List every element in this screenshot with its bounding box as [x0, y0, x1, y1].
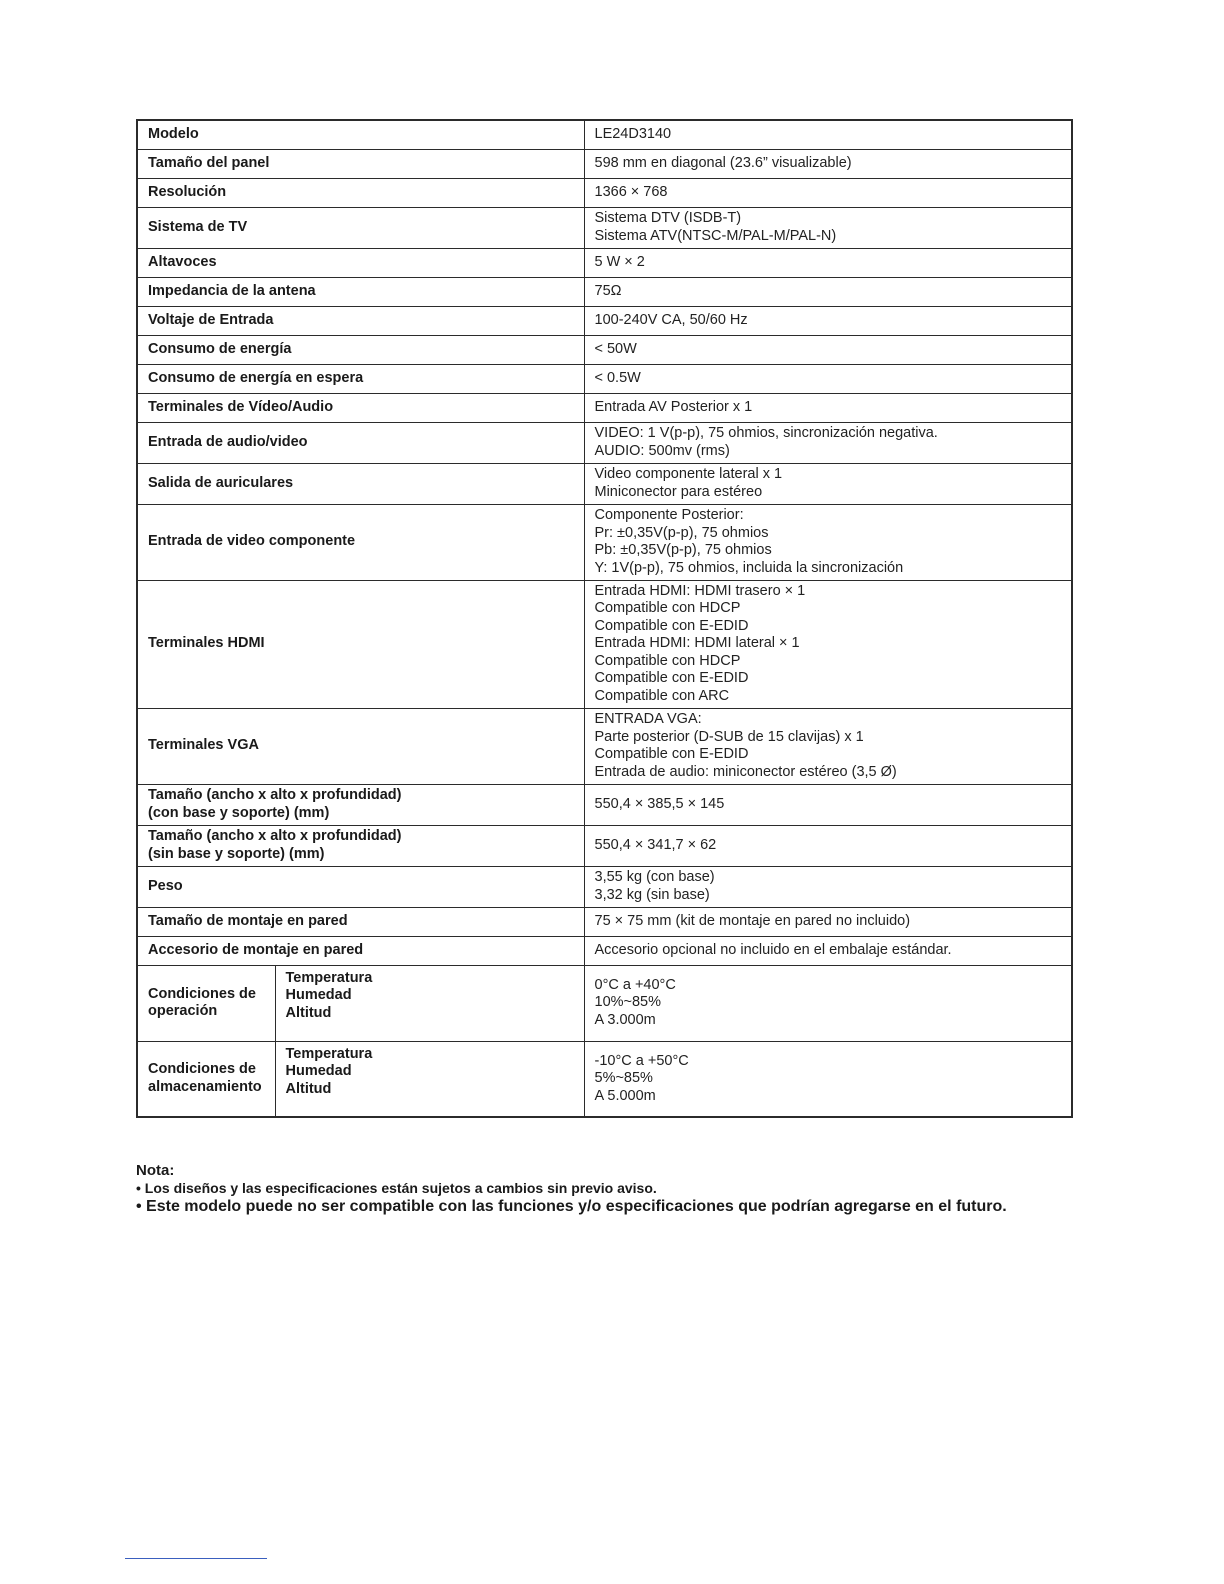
cell-line: Sistema ATV(NTSC-M/PAL-M/PAL-N) — [594, 227, 837, 244]
spec-label: Entrada de video componente — [137, 504, 584, 580]
cell-line: 100-240V CA, 50/60 Hz — [594, 311, 748, 328]
cell-line: 550,4 × 341,7 × 62 — [594, 836, 717, 853]
cell-line: Entrada HDMI: HDMI trasero × 1 — [594, 582, 806, 599]
cell-line: Miniconector para estéreo — [594, 483, 763, 500]
spec-value — [584, 306, 1072, 335]
notes-title: Nota: — [136, 1162, 175, 1179]
table-row — [137, 866, 1072, 907]
cell-line: almacenamiento — [148, 1078, 262, 1095]
cell-line: Accesorio opcional no incluido en el embalaje estándar. — [594, 941, 952, 958]
cell-line: 550,4 × 385,5 × 145 — [594, 795, 725, 812]
cell-line: Parte posterior (D-SUB de 15 clavijas) x 1 — [594, 728, 864, 745]
cell-line: < 0.5W — [594, 369, 641, 386]
spec-value — [584, 149, 1072, 178]
cell-line: Condiciones de — [148, 1061, 256, 1078]
cell-line: Entrada de audio: miniconector estéreo (3,5 Ø) — [594, 763, 897, 780]
footnote-rule — [125, 1558, 267, 1559]
spec-value — [584, 504, 1072, 580]
cell-line: < 50W — [594, 340, 637, 357]
note-item: • Este modelo puede no ser compatible con las funciones y/o especificaciones que podrían agregarse en el futuro. — [136, 1198, 1007, 1215]
cell-line: Y: 1V(p-p), 75 ohmios, incluida la sincronización — [594, 559, 904, 576]
spec-label: Terminales de Vídeo/Audio — [137, 393, 584, 422]
spec-label: Tamaño del panel — [137, 149, 584, 178]
cell-line: 75 × 75 mm (kit de montaje en pared no incluido) — [594, 912, 911, 929]
table-row — [137, 907, 1072, 936]
cell-line: Tamaño (ancho x alto x profundidad) — [148, 787, 402, 803]
table-row — [137, 364, 1072, 393]
cell-line: 3,32 kg (sin base) — [594, 886, 710, 903]
cell-line: Pr: ±0,35V(p-p), 75 ohmios — [594, 524, 769, 541]
condition-values — [584, 965, 1072, 1041]
table-row — [137, 178, 1072, 207]
cell-line: Condiciones de — [148, 985, 256, 1002]
spec-label: Voltaje de Entrada — [137, 306, 584, 335]
cell-line: Humedad — [285, 987, 352, 1003]
condition-values — [584, 1041, 1072, 1117]
table-row — [137, 504, 1072, 580]
cell-line: A 5.000m — [594, 1087, 656, 1104]
spec-label: Consumo de energía — [137, 335, 584, 364]
cell-line: 5 W × 2 — [594, 253, 645, 270]
spec-label: Modelo — [137, 120, 584, 149]
spec-label: Entrada de audio/video — [137, 422, 584, 463]
spec-value — [584, 277, 1072, 306]
spec-value — [584, 936, 1072, 965]
cell-line: Temperatura — [285, 1045, 373, 1062]
condition-label — [137, 1041, 275, 1117]
notes-section — [136, 1162, 1136, 1217]
cell-line: VIDEO: 1 V(p-p), 75 ohmios, sincronización negativa. — [594, 425, 938, 441]
spec-value — [584, 120, 1072, 149]
table-row — [137, 936, 1072, 965]
spec-label: Resolución — [137, 178, 584, 207]
spec-value — [584, 335, 1072, 364]
table-row — [137, 580, 1072, 708]
spec-label — [137, 825, 584, 866]
cell-line: Componente Posterior: — [594, 507, 744, 523]
table-row — [137, 120, 1072, 149]
cell-line: ENTRADA VGA: — [594, 711, 702, 727]
spec-label: Consumo de energía en espera — [137, 364, 584, 393]
cell-line: operación — [148, 1003, 218, 1019]
spec-value — [584, 207, 1072, 248]
condition-sublabels — [275, 965, 584, 1041]
table-row — [137, 825, 1072, 866]
table-row — [137, 422, 1072, 463]
spec-value — [584, 784, 1072, 825]
spec-value — [584, 580, 1072, 708]
condition-sublabels — [275, 1041, 584, 1117]
spec-value — [584, 364, 1072, 393]
cell-line: Compatible con ARC — [594, 687, 730, 704]
table-row — [137, 965, 1072, 1041]
cell-line: 0°C a +40°C — [594, 976, 676, 993]
cell-line: Compatible con E-EDID — [594, 746, 749, 762]
cell-line: Sistema DTV (ISDB-T) — [594, 210, 742, 226]
spec-label: Tamaño de montaje en pared — [137, 907, 584, 936]
cell-line: -10°C a +50°C — [594, 1052, 689, 1069]
spec-value — [584, 422, 1072, 463]
spec-value — [584, 866, 1072, 907]
spec-label: Accesorio de montaje en pared — [137, 936, 584, 965]
spec-value — [584, 393, 1072, 422]
cell-line: Compatible con HDCP — [594, 600, 741, 617]
cell-line: 10%~85% — [594, 994, 662, 1011]
cell-line: Altitud — [285, 1004, 332, 1021]
cell-line: (con base y soporte) (mm) — [148, 804, 330, 821]
spec-label — [137, 784, 584, 825]
spec-label: Impedancia de la antena — [137, 277, 584, 306]
cell-line: Compatible con E-EDID — [594, 670, 749, 687]
spec-value — [584, 907, 1072, 936]
cell-line: Humedad — [285, 1063, 352, 1079]
cell-line: AUDIO: 500mv (rms) — [594, 442, 730, 459]
cell-line: Video componente lateral x 1 — [594, 466, 783, 482]
cell-line: 3,55 kg (con base) — [594, 869, 715, 885]
table-row — [137, 784, 1072, 825]
cell-line: Tamaño (ancho x alto x profundidad) — [148, 828, 402, 844]
table-row — [137, 248, 1072, 277]
table-row — [137, 463, 1072, 504]
cell-line: 598 mm en diagonal (23.6” visualizable) — [594, 154, 852, 171]
spec-label: Peso — [137, 866, 584, 907]
spec-label: Altavoces — [137, 248, 584, 277]
table-row — [137, 393, 1072, 422]
cell-line: Altitud — [285, 1080, 332, 1097]
cell-line: 1366 × 768 — [594, 183, 668, 200]
cell-line: Temperatura — [285, 969, 373, 986]
spec-value — [584, 248, 1072, 277]
spec-label: Salida de auriculares — [137, 463, 584, 504]
cell-line: 5%~85% — [594, 1070, 653, 1086]
spec-label: Sistema de TV — [137, 207, 584, 248]
table-row — [137, 207, 1072, 248]
spec-value — [584, 463, 1072, 504]
condition-label — [137, 965, 275, 1041]
spec-value — [584, 178, 1072, 207]
note-item: • Los diseños y las especificaciones están sujetos a cambios sin previo aviso. — [136, 1180, 657, 1196]
cell-line: Entrada AV Posterior x 1 — [594, 398, 753, 415]
cell-line: A 3.000m — [594, 1011, 656, 1028]
spec-table — [136, 119, 1073, 1118]
cell-line: 75Ω — [594, 282, 622, 299]
cell-line: Compatible con E-EDID — [594, 617, 749, 634]
spec-label: Terminales VGA — [137, 708, 584, 784]
table-row — [137, 149, 1072, 178]
spec-label: Terminales HDMI — [137, 580, 584, 708]
spec-value — [584, 825, 1072, 866]
cell-line: Pb: ±0,35V(p-p), 75 ohmios — [594, 542, 772, 558]
cell-line: Entrada HDMI: HDMI lateral × 1 — [594, 635, 800, 652]
cell-line: Compatible con HDCP — [594, 652, 741, 669]
table-row — [137, 306, 1072, 335]
spec-value — [584, 708, 1072, 784]
table-row — [137, 1041, 1072, 1117]
table-row — [137, 335, 1072, 364]
table-row — [137, 708, 1072, 784]
cell-line: LE24D3140 — [594, 126, 672, 142]
cell-line: (sin base y soporte) (mm) — [148, 845, 325, 862]
table-row — [137, 277, 1072, 306]
